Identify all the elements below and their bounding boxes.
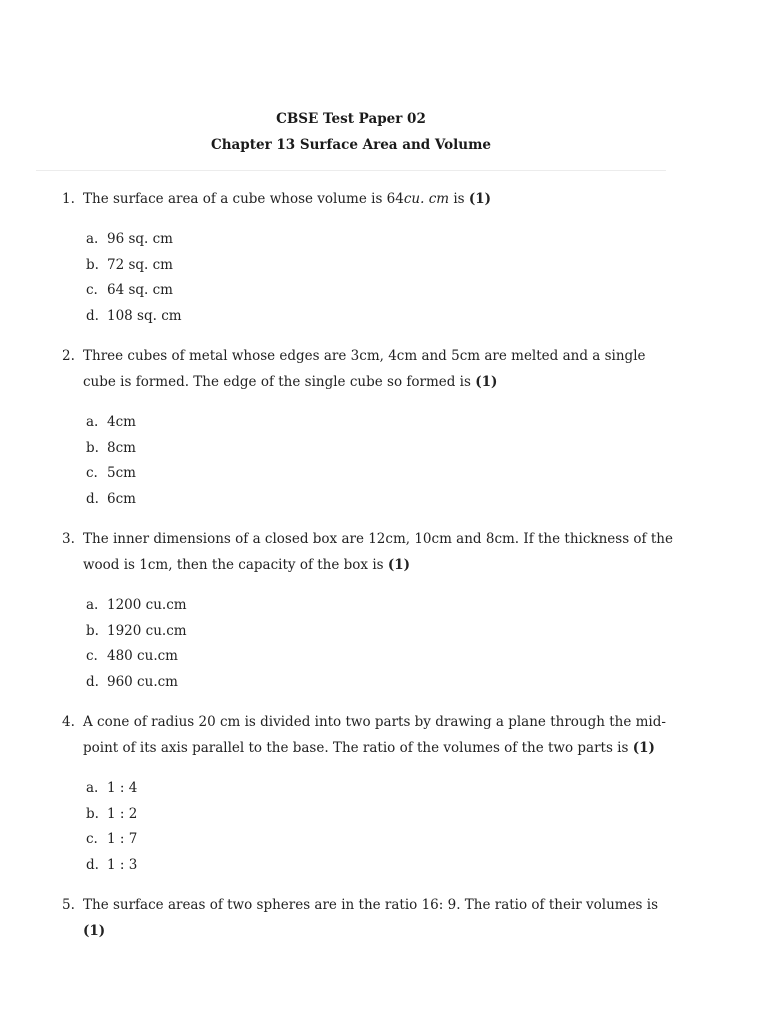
option-text: 480 cu.cm: [107, 648, 178, 664]
option-text: 72 sq. cm: [107, 256, 173, 273]
question-number: 4.: [62, 714, 75, 730]
option-b: b. 1920 cu.cm: [62, 619, 682, 645]
chapter-title: Chapter 13 Surface Area and Volume: [211, 137, 491, 153]
option-text: 96 sq. cm: [107, 231, 173, 247]
header-divider: [36, 170, 666, 171]
question-list: [62, 186, 682, 944]
option-c: c. 480 cu.cm: [62, 644, 682, 670]
question-4: [62, 709, 682, 878]
question-marks: (1): [83, 923, 106, 939]
option-text: 1200 cu.cm: [107, 597, 187, 613]
question-number: 3.: [62, 531, 75, 547]
option-a: a. 1 : 4: [62, 776, 682, 802]
option-a: a. 96 sq. cm: [62, 227, 682, 253]
option-c: c. 64 sq. cm: [62, 278, 682, 304]
option-a: a. 4cm: [62, 410, 682, 436]
document-header: [0, 106, 702, 158]
question-marks: (1): [468, 191, 492, 207]
question-number: 1.: [62, 191, 75, 207]
question-3: [62, 526, 682, 695]
question-text: The surface areas of two spheres are in the ratio 16: 9. The ratio of their volumes is (1): [83, 897, 659, 939]
option-text: 4cm: [107, 414, 136, 430]
option-text: 960 cu.cm: [107, 673, 178, 690]
question-marks: (1): [632, 740, 655, 756]
option-b: b. 72 sq. cm: [62, 253, 682, 279]
option-d: d. 1 : 3: [62, 853, 682, 879]
question-1: [62, 186, 682, 329]
question-text: A cone of radius 20 cm is divided into two parts by drawing a plane through the mid-point of its axis parallel to the base. The ratio of the volumes of the two parts is (1): [83, 714, 666, 756]
option-text: 6cm: [107, 490, 136, 507]
option-text: 1 : 7: [107, 831, 138, 847]
option-list: [62, 410, 682, 512]
paper-title: CBSE Test Paper 02: [276, 111, 426, 127]
option-b: b. 8cm: [62, 436, 682, 462]
question-marks: (1): [475, 374, 498, 390]
option-d: d. 960 cu.cm: [62, 670, 682, 696]
option-text: 1 : 3: [107, 856, 138, 873]
option-text: 108 sq. cm: [107, 307, 182, 324]
option-d: d. 6cm: [62, 487, 682, 513]
math-expression: cu. cm: [403, 191, 450, 207]
option-list: [62, 593, 682, 695]
question-5: [62, 892, 682, 944]
option-d: d. 108 sq. cm: [62, 304, 682, 330]
option-text: 1920 cu.cm: [107, 622, 187, 639]
question-2: [62, 343, 682, 512]
option-b: b. 1 : 2: [62, 802, 682, 828]
option-a: a. 1200 cu.cm: [62, 593, 682, 619]
option-c: c. 5cm: [62, 461, 682, 487]
question-number: 5.: [62, 897, 75, 913]
question-marks: (1): [387, 557, 411, 573]
question-text: The inner dimensions of a closed box are 12cm, 10cm and 8cm. If the thickness of the wood is 1cm, then the capacity of the box is (1): [83, 531, 673, 573]
option-text: 1 : 2: [107, 805, 138, 822]
question-number: 2.: [62, 348, 75, 364]
option-c: c. 1 : 7: [62, 827, 682, 853]
option-text: 8cm: [107, 439, 136, 456]
option-list: [62, 776, 682, 878]
option-text: 5cm: [107, 465, 136, 481]
option-text: 64 sq. cm: [107, 282, 173, 298]
option-list: [62, 227, 682, 329]
question-text: The surface area of a cube whose volume is 64cu. cm is (1): [83, 191, 492, 207]
option-text: 1 : 4: [107, 780, 138, 796]
question-text: Three cubes of metal whose edges are 3cm, 4cm and 5cm are melted and a single cube is formed. The edge of the single cube so formed is (1): [83, 348, 646, 390]
